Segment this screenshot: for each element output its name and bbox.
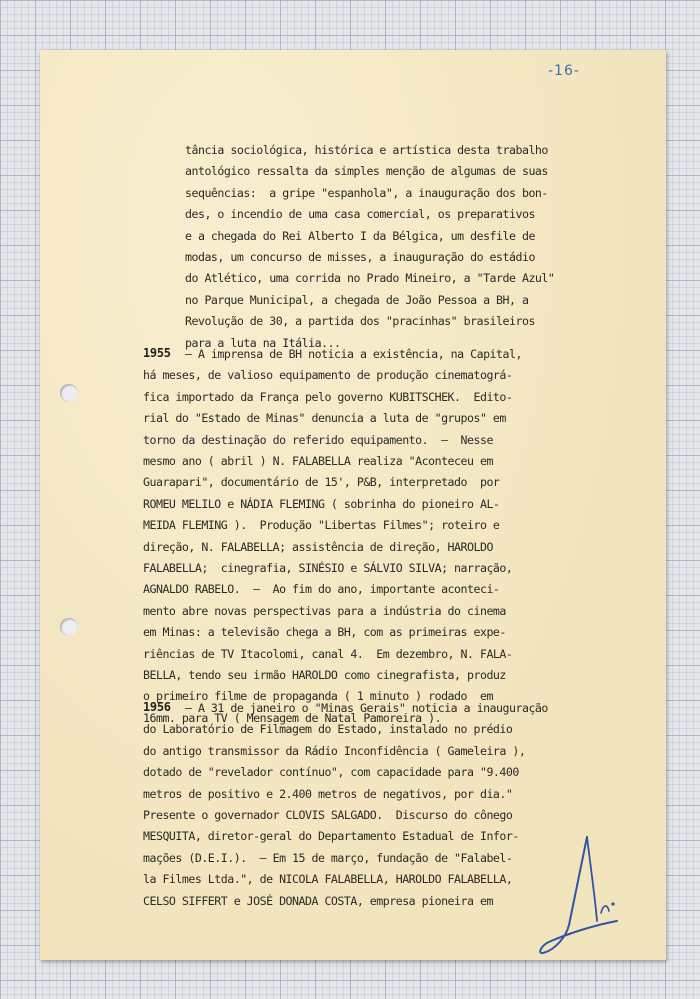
entry-year: 1956 [143, 700, 171, 714]
text-line: dotado de "revelador contínuo", com capacidade para "9.400 [143, 765, 519, 780]
text-line: há meses, de valioso equipamento de produção cinematográ- [143, 368, 513, 383]
text-line: do Laboratório de Filmagem do Estado, instalado no prédio [143, 722, 513, 737]
text-line: metros de positivo e 2.400 metros de negativos, por dia." [143, 786, 513, 801]
page-number: -16- [548, 63, 580, 79]
text-line: — A imprensa de BH noticia a existência, na Capital, [185, 347, 522, 361]
text-line: FALABELLA; cinegrafia, SINÉSIO e SÁLVIO SILVA; narração, [143, 561, 513, 575]
text-line: ROMEU MELILO e NÁDIA FLEMING ( sobrinha do pioneiro AL- [143, 496, 500, 511]
text-line: mesmo ano ( abril ) N. FALABELLA realiza "Aconteceu em [143, 454, 493, 468]
text-line: direção, N. FALABELLA; assistência de direção, HAROLDO [143, 539, 493, 554]
text-line: tância sociológica, histórica e artística desta trabalho [185, 143, 548, 157]
text-line: MEIDA FLEMING ). Produção "Libertas Filmes"; roteiro e [143, 518, 500, 533]
text-line: MESQUITA, diretor-geral do Departamento Estadual de Infor- [143, 829, 519, 844]
text-line: modas, um concurso de misses, a inauguração do estádio [185, 250, 535, 264]
punch-hole-top [60, 384, 78, 402]
text-line: des, o incendio de uma casa comercial, os preparativos [185, 207, 535, 222]
text-line: o primeiro filme de propaganda ( 1 minuto ) rodado em [143, 689, 493, 704]
text-line: e a chegada do Rei Alberto I da Bélgica, um desfile de [185, 228, 535, 243]
text-line: Guarapari", documentário de 15', P&B, interpretado por [143, 475, 500, 490]
text-line: torno da destinação do referido equipamento. — Nesse [143, 432, 493, 447]
text-line: em Minas: a televisão chega a BH, com as primeiras expe- [143, 625, 506, 640]
text-line: Revolução de 30, a partida dos "pracinhas" brasileiros [185, 314, 535, 329]
text-line: 16mm. para TV ( Mensagem de Natal Pamoreira ). [143, 710, 442, 725]
text-line: do Atlético, uma corrida no Prado Mineiro, a "Tarde Azul" [185, 271, 555, 286]
punch-hole-bottom [60, 618, 78, 636]
text-line: sequências: a gripe "espanhola", a inauguração dos bon- [185, 185, 548, 200]
text-line: riências de TV Itacolomi, canal 4. Em dezembro, N. FALA- [143, 646, 513, 661]
text-line: — A 31 de janeiro o "Minas Gerais" noticia a inauguração [185, 701, 548, 715]
text-line: no Parque Municipal, a chegada de João Pessoa a BH, a [185, 292, 529, 307]
text-line: BELLA, tendo seu irmão HAROLDO como cinegrafista, produz [143, 668, 506, 682]
text-line: AGNALDO RABELO. — Ao fim do ano, importante aconteci- [143, 582, 500, 597]
text-line: do antigo transmissor da Rádio Inconfidência ( Gameleira ), [143, 743, 526, 758]
text-line: antológico ressalta da simples menção de algumas de suas [185, 164, 548, 179]
entry-year: 1955 [143, 346, 171, 360]
text-line: fica importado da França pelo governo KUBITSCHEK. Edito- [143, 389, 513, 404]
text-line: para a luta na Itália... [185, 335, 341, 350]
handwritten-signature-icon [525, 825, 635, 965]
text-line: la Filmes Ltda.", de NICOLA FALABELLA, HAROLDO FALABELLA, [143, 872, 513, 887]
text-line: Presente o governador CLOVIS SALGADO. Discurso do cônego [143, 808, 513, 822]
text-line: rial do "Estado de Minas" denuncia a luta de "grupos" em [143, 411, 506, 426]
text-line: mento abre novas perspectivas para a indústria do cinema [143, 603, 506, 618]
text-line: CELSO SIFFERT e JOSÉ DONADA COSTA, empresa pioneira em [143, 893, 493, 908]
text-line: mações (D.E.I.). — Em 15 de março, fundação de "Falabel- [143, 850, 513, 865]
